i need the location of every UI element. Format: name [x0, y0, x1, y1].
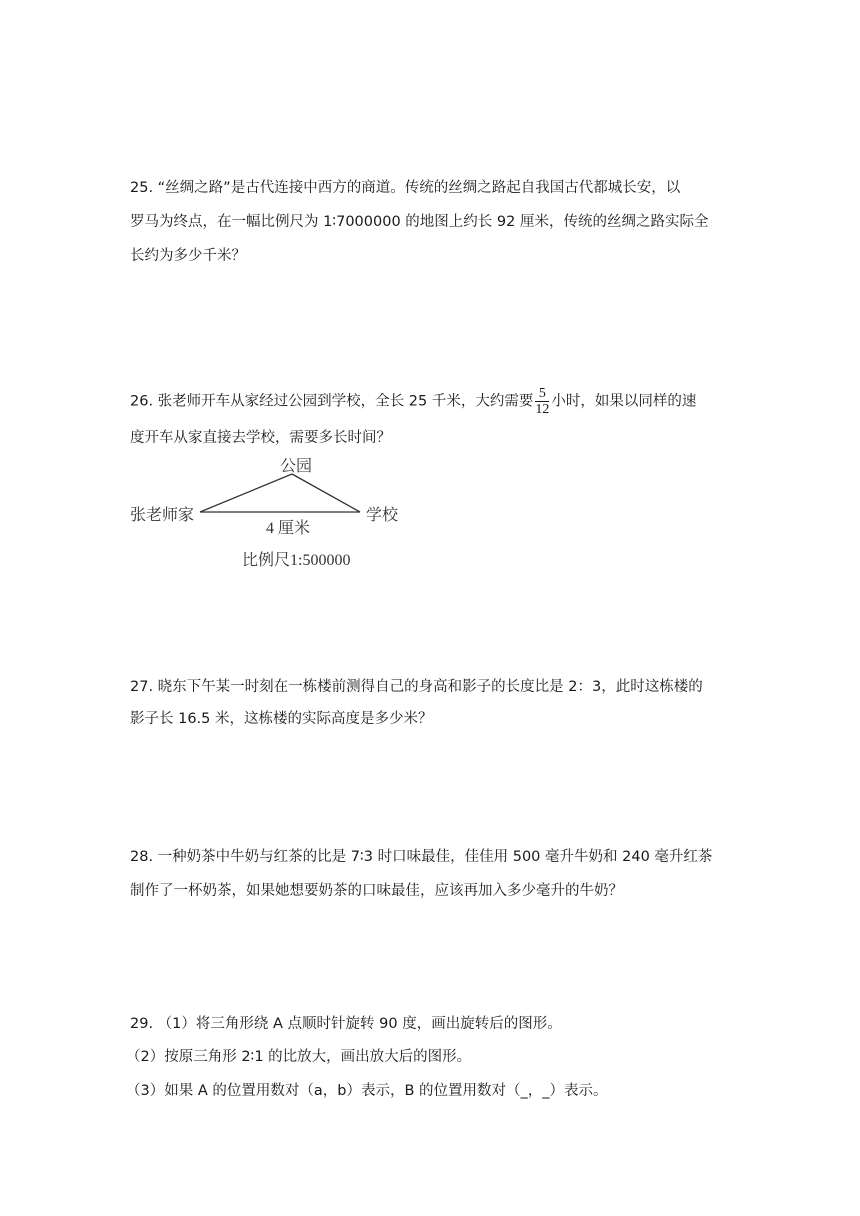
q25-line-3: 长约为多少千米？	[130, 248, 246, 264]
q29-line-1: 29. （1）将三角形绕 A 点顺时针旋转 90 度，画出旋转后的图形。	[130, 1016, 562, 1032]
label-distance: 4 厘米	[266, 520, 311, 537]
label-scale: 比例尺1:500000	[242, 552, 351, 569]
label-home: 张老师家	[130, 507, 195, 524]
edge-home-park	[200, 474, 292, 512]
q27-line-2: 影子长 16.5 米，这栋楼的实际高度是多少米？	[130, 711, 433, 727]
q29-line-3: （3）如果 A 的位置用数对（a，b）表示，B 的位置用数对（_，_）表示。	[126, 1083, 608, 1099]
q28-line-2: 制作了一杯奶茶，如果她想要奶茶的口味最佳，应该再加入多少毫升的牛奶？	[130, 883, 623, 899]
q26-text-after-fraction: 小时，如果以同样的速	[551, 393, 697, 410]
q25-line-2: 罗马为终点，在一幅比例尺为 1∶7000000 的地图上约长 92 厘米，传统的丝绸之路实际全	[130, 214, 709, 230]
q25-line-1: 25. “丝绸之路”是古代连接中西方的商道。传统的丝绸之路起自我国古代都城长安，以	[130, 180, 681, 196]
label-park: 公园	[280, 458, 313, 475]
fraction-denominator: 12	[535, 402, 550, 417]
q26-text-before-fraction: 26. 张老师开车从家经过公园到学校，全长 25 千米，大约需要	[130, 393, 534, 410]
label-school: 学校	[366, 507, 399, 524]
fraction-numerator: 5	[535, 386, 549, 402]
q27-line-1: 27. 晓东下午某一时刻在一栋楼前测得自己的身高和影子的长度比是 2：3，此时这栋楼的	[130, 679, 703, 695]
q26-line-2: 度开车从家直接去学校，需要多长时间？	[130, 430, 391, 446]
edge-park-school	[292, 474, 360, 512]
q28-line-1: 28. 一种奶茶中牛奶与红茶的比是 7∶3 时口味最佳，佳佳用 500 毫升牛奶和 240 毫升红茶	[130, 849, 713, 865]
q29-line-2: （2）按原三角形 2∶1 的比放大，画出放大后的图形。	[126, 1049, 472, 1065]
